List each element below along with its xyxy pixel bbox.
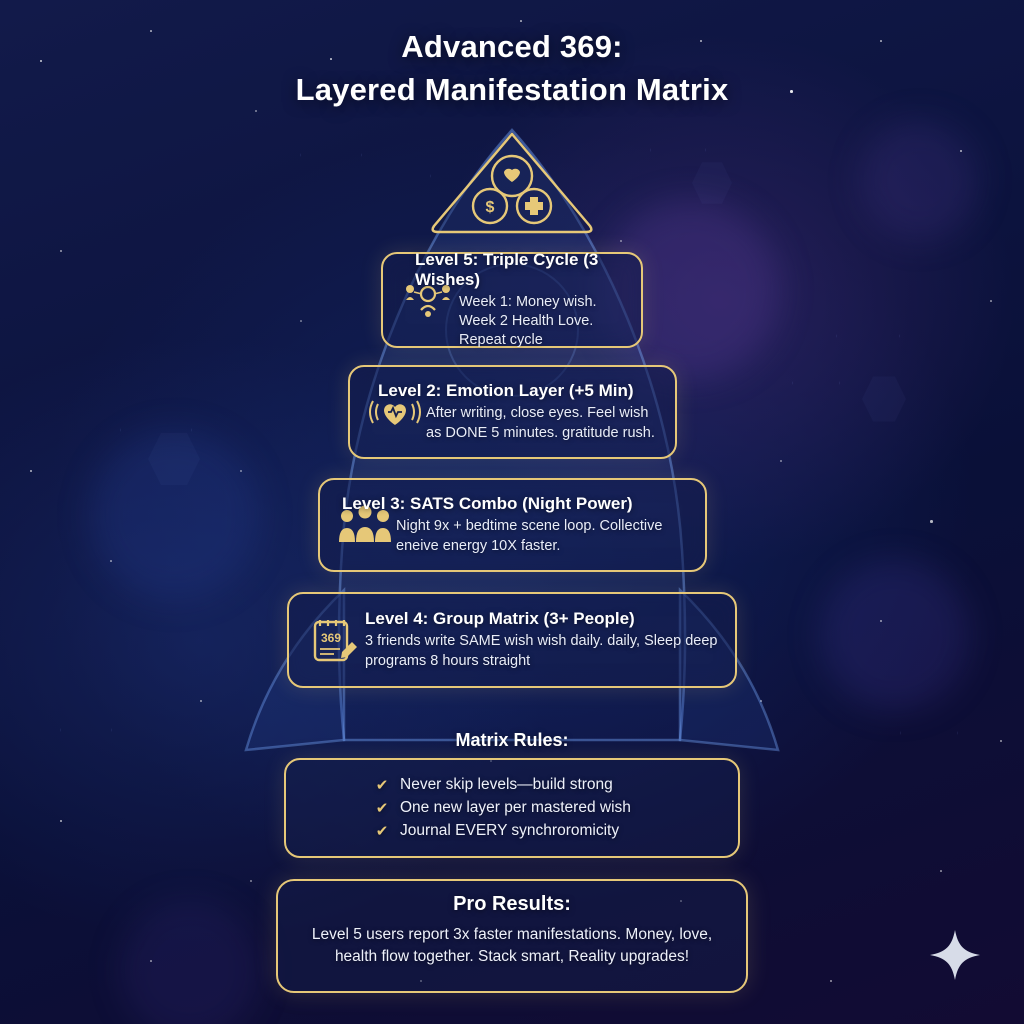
notebook-369-pencil-icon [303, 616, 365, 664]
svg-text:369: 369 [320, 631, 342, 645]
four-point-sparkle-icon [928, 928, 982, 982]
page-title [0, 26, 1024, 112]
triple-circle-love-money-health-icon [424, 128, 600, 238]
level-card-3-title: Level 3: SATS Combo (Night Power) [342, 494, 633, 514]
level-card-4-desc: 3 friends write SAME wish wish daily. daily, Sleep deep programs 8 hours straight [365, 633, 718, 669]
rule-item-3 [286, 822, 738, 840]
title-line-2: Layered Manifestation Matrix [295, 71, 729, 107]
rule-item-1-text: Never skip levels—build strong [400, 776, 613, 793]
rule-item-2 [286, 799, 738, 817]
title-line-1: Advanced 369: [401, 29, 623, 64]
level-card-2-desc: After writing, close eyes. Feel wish as DONE 5 minutes. gratitude rush. [426, 405, 655, 441]
level-card-3[interactable] [318, 478, 707, 572]
check-icon: ✔ [375, 823, 389, 840]
level-card-4[interactable] [287, 592, 737, 688]
pro-results-box [276, 879, 748, 993]
rule-item-2-text: One new layer per mastered wish [400, 799, 631, 816]
check-icon: ✔ [375, 800, 389, 817]
level-card-2[interactable] [348, 365, 677, 459]
level-card-1-desc: Week 1: Money wish. Week 2 Health Love. Repeat cycle [459, 293, 597, 349]
level-card-3-desc: Night 9x + bedtime scene loop. Collective eneive energy 10X faster. [396, 518, 663, 554]
svg-text:$: $ [485, 199, 495, 216]
level-card-4-title: Level 4: Group Matrix (3+ People) [365, 609, 635, 629]
level-card-1-title: Level 5: Triple Cycle (3 Wishes) [415, 249, 599, 289]
rule-item-3-text: Journal EVERY synchroromicity [400, 822, 620, 839]
matrix-rules-box [284, 758, 740, 858]
rule-item-1 [286, 776, 738, 794]
level-card-1[interactable] [381, 249, 643, 349]
matrix-rules-heading: Matrix Rules: [455, 730, 569, 750]
pro-results-title: Pro Results: [453, 893, 571, 915]
check-icon: ✔ [375, 777, 389, 794]
level-card-2-title: Level 2: Emotion Layer (+5 Min) [378, 381, 634, 401]
pro-results-text: Level 5 users report 3x faster manifestations. Money, love, health flow together. Stack smart, Reality upgrades! [311, 926, 713, 965]
